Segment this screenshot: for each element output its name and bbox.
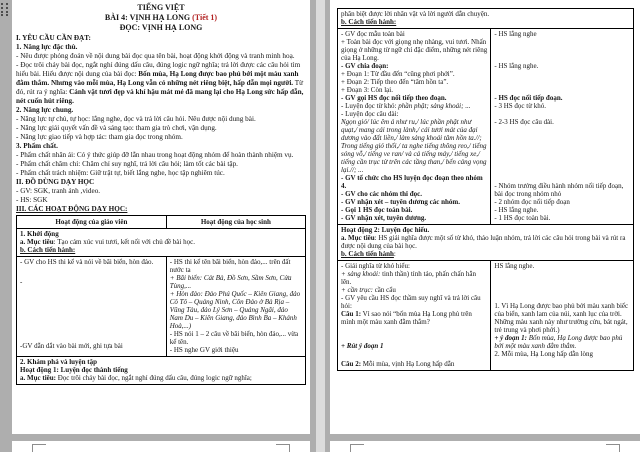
paragraph: Hoạt động 1: Luyện đọc thành tiếng <box>20 366 128 374</box>
paragraph: - GV yêu cầu HS đọc thầm suy nghĩ và trả lời câu hỏi: <box>341 294 481 310</box>
text-boundary-mark-icon <box>350 444 364 452</box>
paragraph: - Nêu được phỏng đoán về nội dung bài đọc qua tên bài, hoạt động khởi động và tranh minh hoạ. <box>16 52 295 60</box>
next-page-left-edge <box>12 441 310 452</box>
paragraph: - HS lắng nghe <box>494 30 537 38</box>
paragraph: + Bãi biển: Cát Bà, Đồ Sơn, Sầm Sơn, Cửa Tùng,... <box>169 274 292 290</box>
paragraph: HS lắng nghe. <box>494 262 535 270</box>
cell-student-activity <box>167 257 305 356</box>
lesson-requirements <box>12 33 310 214</box>
table-row <box>338 28 633 224</box>
paragraph: + Toàn bài đọc với giọng nhẹ nhàng, vui tươi. Nhấn giọng ở những từ ngữ chỉ đặc điểm, những nét riêng của Hạ Long. <box>341 38 488 62</box>
paragraph: - Gọi 1 HS đọc toàn bài. <box>341 206 413 214</box>
paragraph: - Giải nghĩa từ khó hiểu: <box>341 262 410 270</box>
cell-teacher-activity <box>338 261 491 370</box>
paragraph: + cần trục: cần cẩu <box>341 286 396 294</box>
text-boundary-mark-icon <box>32 444 46 452</box>
activities-table-left <box>16 215 306 385</box>
paragraph: + sảng khoái: tinh thần) tỉnh táo, phấn chấn hẳn lên. <box>341 270 476 286</box>
paragraph: Hoạt động 2: Luyện đọc hiểu. <box>341 226 430 234</box>
text-boundary-mark-icon <box>606 444 620 452</box>
paragraph: -GV dẫn dắt vào bài mới, ghi tựa bài <box>20 342 123 350</box>
column-header: Hoạt động của học sinh <box>200 218 271 226</box>
table-row <box>338 260 633 370</box>
table-row <box>338 224 633 260</box>
paragraph: - HS đọc nối tiếp đoạn. <box>494 94 563 102</box>
paragraph: II. ĐỒ DÙNG DẠY HỌC <box>16 178 95 186</box>
activities-table-right <box>337 8 634 371</box>
paragraph: Trong tiếng gió thổi,/ ta nghe tiếng thông reo,/ tiếng sóng vỗ,/ tiếng ve ran/ và cả tiếng máy,/ tiếng xe,/ tiếng cần trục từ trên các tầng than,/ bến cảng vọng lại.//; ... <box>341 142 487 174</box>
paragraph: - Phẩm chất trách nhiệm: Giữ trật tự, biết lắng nghe, học tập nghiêm túc. <box>16 169 225 177</box>
paragraph: Ngọn gió/ lúc êm ả như ru,/ lúc phần phật như quạt,/ mang cái trong lành,/ cái tươi mát của đại dương vào đất liền,/ làm sảng khoái tâm hồn ta.//; <box>341 118 482 142</box>
cell-student-activity <box>491 261 633 370</box>
paragraph: 1. Vì Hạ Long được bao phủ bởi màu xanh biếc của biển, xanh lam của núi, xanh lục của trời. Những màu xanh này như trường cửu, bát ngát, trẻ trung và phơi phới.) <box>494 302 629 334</box>
paragraph: - Nhóm trưởng điều hành nhóm nối tiếp đoạn, bài đọc trong nhóm nhỏ <box>494 182 624 198</box>
paragraph: I. YÊU CẦU CẦN ĐẠT: <box>16 34 91 42</box>
cell-student-activity <box>491 29 633 224</box>
paragraph: - GV cho các nhóm thi đọc. <box>341 190 422 198</box>
paragraph: TIẾNG VIỆT <box>137 3 185 12</box>
paragraph: b. Cách tiến hành: <box>341 250 396 258</box>
paragraph: - HS thi kể tên bãi biển, hòn đảo,... trên đất nước ta <box>169 258 291 274</box>
paragraph: - GV: SGK, tranh ảnh ,video. <box>16 187 101 195</box>
paragraph: a. Mục tiêu: HS giải nghĩa được một số từ khó, thảo luận nhóm, trả lời các câu hỏi trong bài và rút ra được nội dung của bài học. <box>341 234 626 250</box>
paragraph: - 2 nhóm đọc nối tiếp đoạn <box>494 198 570 206</box>
paragraph: BÀI 4: VỊNH HẠ LONG (Tiết 1) <box>104 13 218 22</box>
paragraph: - HS nghe GV giới thiệu <box>169 346 239 354</box>
next-page-right-edge <box>330 441 640 452</box>
lesson-title <box>12 0 310 33</box>
paragraph: 1. Năng lực đặc thù. <box>16 43 78 51</box>
paragraph: phân biệt được lời nhân vật và lời người dẫn chuyện. <box>341 10 490 18</box>
paragraph: - GV cho HS thi kể và nói về bãi biển, hòn đảo. <box>20 258 154 266</box>
paragraph: a. Mục tiêu: Đọc trôi chảy bài đọc, ngắt nghỉ đúng dấu câu, đúng logic ngữ nghĩa; <box>20 374 252 382</box>
paragraph: - HS nói 1 – 2 câu về bãi biển, hòn đảo,... vừa kể tên. <box>169 330 299 346</box>
paragraph: - HS lắng nghe. <box>494 62 539 70</box>
paragraph: 2. Khám phá và luyện tập <box>20 358 98 366</box>
cell-teacher-activity <box>338 29 491 224</box>
paragraph: 2. Năng lực chung. <box>16 106 74 114</box>
page-left <box>12 0 310 434</box>
paragraph: Câu 1: Vì sao nói “bốn mùa Hạ Long phủ trên mình một màu xanh đằm thắm? <box>341 310 472 326</box>
paragraph: + Đoạn 2: Tiếp theo đến “tâm hồn ta”. <box>341 78 449 86</box>
paragraph: - Luyện đọc câu dài: <box>341 110 399 118</box>
paragraph: - Năng lực tự chủ, tự học: lắng nghe, đọc và trả lời câu hỏi. Nêu được nội dung bài. <box>16 115 256 123</box>
page-gap-divider <box>316 0 325 452</box>
paragraph: a. Mục tiêu: Tạo cảm xúc vui tươi, kết nối với chủ đề bài học. <box>20 238 195 246</box>
paragraph: III. CÁC HOẠT ĐỘNG DẠY HỌC: <box>16 205 128 213</box>
paragraph: + Rút ý đoạn 1 <box>341 342 384 350</box>
page-right <box>330 0 640 434</box>
paragraph: + Đoạn 1: Từ đầu đến “cũng phơi phới”. <box>341 70 455 78</box>
paragraph: b. Cách tiến hành: <box>341 18 397 26</box>
paragraph: + Hòn đảo: Đảo Phú Quốc – Kiên Giang, đảo Cô Tô – Quảng Ninh, Côn Đảo ở Bà Rịa – Vũng Tàu, đảo Lý Sơn – Quảng Ngãi, đảo Nam Du – Kiên Giang, đảo Bình Ba – Khánh Hoà,...) <box>169 290 301 330</box>
text-boundary-mark-icon <box>276 444 290 452</box>
paragraph: - Luyện đọc từ khó: phần phật; sảng khoái; ... <box>341 102 471 110</box>
paragraph: - 2-3 HS đọc câu dài. <box>494 118 554 126</box>
paragraph: - Năng lực giải quyết vấn đề và sáng tạo: tham gia trò chơi, vận dụng. <box>16 124 217 132</box>
paragraph: ĐỌC: VỊNH HẠ LONG <box>119 23 203 32</box>
paragraph: - Đọc trôi chảy bài đọc, ngắt nghỉ đúng dấu câu, đúng logic ngữ nghĩa; trả lời được các câu hỏi tìm hiểu bài. Hiểu được nội dung của bài đọc: Bốn mùa, Hạ Long được bao phủ bởi một màu xanh đằm thắm. Nhưng vào mỗi mùa, Hạ Long vẫn có những nét riêng biệt, hấp dẫn mọi người. Từ đó, rút ra ý nghĩa: Cảnh vật tươi đẹp và khí hậu mát mẻ đã mang lại cho Hạ Long sức hấp dẫn, nét cuốn hút riêng. <box>16 61 304 105</box>
paragraph: 1. Khởi động <box>20 230 59 238</box>
paragraph: - 1 HS đọc toàn bài. <box>494 214 551 222</box>
paragraph: - <box>20 278 23 286</box>
paragraph: - HS lắng nghe. <box>494 206 539 214</box>
paragraph: 3. Phẩm chất. <box>16 142 58 150</box>
paragraph: - 3 HS đọc từ khó. <box>494 102 547 110</box>
paragraph: + Đoạn 3: Còn lại. <box>341 86 393 94</box>
paragraph: - GV đọc mẫu toàn bài <box>341 30 405 38</box>
table-row <box>17 216 305 228</box>
table-row <box>17 228 305 256</box>
paragraph: b. Cách tiến hành: <box>20 246 76 254</box>
paragraph: - GV chia đoạn: <box>341 62 389 70</box>
cell-teacher-activity <box>17 257 167 356</box>
paragraph: - GV nhận xét, tuyên dương. <box>341 214 427 222</box>
paragraph: - GV tổ chức cho HS luyện đọc đoạn theo nhóm 4. <box>341 174 483 190</box>
drag-handle-icon[interactable] <box>1 3 10 17</box>
paragraph: 2. Mỗi mùa, Hạ Long hấp dẫn lòng <box>494 350 593 358</box>
paragraph: - Năng lực giao tiếp và hợp tác: tham gia đọc trong nhóm. <box>16 133 183 141</box>
paragraph: - HS: SGK <box>16 196 48 204</box>
paragraph: - Phẩm chất nhân ái: Có ý thức giúp đỡ lẫn nhau trong hoạt động nhóm để hoàn thành nhiệm vụ. <box>16 151 294 159</box>
paragraph: - GV gọi HS đọc nối tiếp theo đoạn. <box>341 94 447 102</box>
table-row <box>338 9 633 28</box>
paragraph: - Phẩm chất chăm chỉ: Chăm chỉ suy nghĩ, trả lời câu hỏi; làm tốt các bài tập. <box>16 160 238 168</box>
table-row <box>17 256 305 356</box>
column-header: Hoạt động của giáo viên <box>17 216 167 228</box>
paragraph: Câu 2: Mỗi mùa, vịnh Hạ Long hấp dẫn <box>341 360 455 368</box>
table-row <box>17 356 305 384</box>
paragraph: + ý đoạn 1: Bốn mùa, Hạ Long được bao phủ bởi một màu xanh đằm thắm. <box>494 334 623 350</box>
paragraph: - GV nhận xét – tuyên dương các nhóm. <box>341 198 460 206</box>
